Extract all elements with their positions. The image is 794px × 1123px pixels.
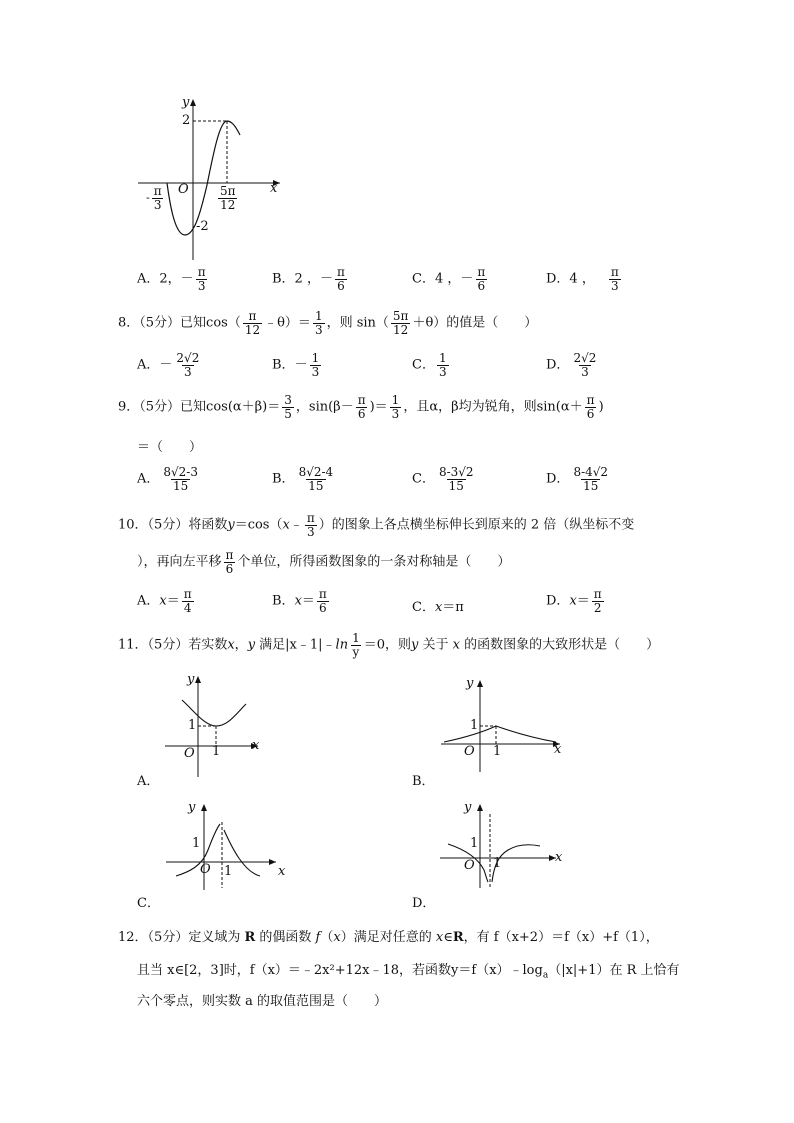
- q8-f2-num: 1: [314, 309, 323, 323]
- q7-b-sign: －: [319, 271, 333, 287]
- q9-c-num: 8-3√2: [438, 465, 474, 479]
- q11-sep: ，: [234, 637, 248, 653]
- q10-mid0: ＝cos（: [234, 517, 283, 533]
- q11-d-y-label: y: [464, 800, 472, 815]
- q9-b-num: 8√2-4: [298, 465, 334, 479]
- q7-a-label: A．2，: [137, 271, 181, 287]
- q11-a-one-y: 1: [188, 718, 197, 733]
- q10-option-b[interactable]: [272, 588, 331, 614]
- q11-option-b[interactable]: B．: [412, 774, 435, 789]
- q11-b-origin: O: [464, 744, 475, 759]
- q11-b-y-label: y: [466, 676, 474, 691]
- q11-c-x-label: x: [278, 864, 286, 879]
- q7-xleft-den: 3: [153, 197, 162, 212]
- q7-graph-svg: [132, 95, 292, 265]
- q9-option-a[interactable]: [137, 466, 202, 492]
- q7-a-num: π: [197, 265, 206, 279]
- q12-l1-R: R: [244, 930, 256, 945]
- q12-l1-e: ∈: [443, 930, 453, 945]
- q8-a-label: A．: [137, 357, 160, 373]
- q8-b-den: 3: [311, 364, 320, 379]
- q12-l1-b: 的偶函数: [255, 930, 316, 945]
- q11-graph-d[interactable]: [438, 800, 568, 890]
- q7-graph: [132, 95, 292, 265]
- q8-f1-num: π: [248, 309, 257, 323]
- q10-prefix: 10．（5分）将函数: [118, 517, 228, 533]
- q7-option-d[interactable]: [546, 266, 623, 292]
- q11-prefix: 11．（5分）若实数: [118, 637, 228, 653]
- q7-c-sign: －: [460, 271, 474, 287]
- q7-ymax-label: 2: [182, 113, 191, 128]
- q11-var-x: x: [227, 637, 235, 653]
- q9-b-label: B．: [272, 471, 295, 487]
- q11-d-origin: O: [464, 858, 475, 873]
- q11-option-a[interactable]: A．: [137, 774, 160, 789]
- q11-b-one-y: 1: [470, 718, 479, 733]
- q12-l2-end: （|x|+1）在 R 上恰有: [548, 963, 680, 978]
- q10-f2-num: π: [225, 548, 234, 562]
- q10-d-num: π: [593, 587, 602, 601]
- q7-a-den: 3: [197, 278, 206, 293]
- q11-suffix-c: 的函数图象的大致形状是（ ）: [459, 637, 660, 653]
- q10-var-x: x: [282, 517, 290, 533]
- q10-b-var: x: [294, 593, 302, 609]
- q11-graph-b[interactable]: [438, 676, 568, 776]
- q10-a-label: A．: [137, 593, 160, 609]
- q10-f1-num: π: [306, 511, 315, 525]
- q8-option-b[interactable]: [272, 352, 323, 378]
- q11-ln: ln: [335, 637, 349, 653]
- q9-end: ): [598, 399, 604, 415]
- q12-l2: 且当 x∈[2，3]时，f（x）＝﹣2x²+12x﹣18，若函数y＝f（x）﹣log: [137, 963, 543, 978]
- q9-f1-num: 3: [284, 393, 292, 407]
- q11-d-one-x: 1: [493, 856, 502, 871]
- q10-d-eq: ＝: [576, 593, 590, 609]
- q7-xleft-num: π: [153, 184, 162, 198]
- q10-f1-den: 3: [306, 524, 315, 539]
- q12-l1-d: ）满足对任意的: [340, 930, 436, 945]
- q7-x-axis-label: x: [270, 181, 278, 196]
- q10-b-label: B．: [272, 593, 295, 609]
- q11-c-one-y: 1: [192, 836, 201, 851]
- q7-option-a[interactable]: [137, 266, 210, 292]
- q10-a-den: 4: [183, 600, 192, 615]
- q7-d-num: π: [610, 265, 619, 279]
- q9-f2-den: 6: [357, 406, 366, 421]
- q8-c-num: 1: [438, 351, 447, 365]
- q11-suffix-b: 关于: [418, 637, 453, 653]
- q9-f4-den: 6: [586, 406, 595, 421]
- q11-graph-d-svg: [438, 800, 568, 890]
- q9-b-den: 15: [308, 478, 324, 493]
- q8-a-sign: －: [159, 357, 173, 373]
- q9-d-label: D．: [546, 471, 570, 487]
- q10-mid1: ﹣: [289, 517, 303, 533]
- q12-line3: 六个零点，则实数 a 的取值范围是（ ）: [137, 994, 388, 1009]
- q10-option-c[interactable]: [412, 596, 464, 615]
- q8-b-num: 1: [311, 351, 320, 365]
- q7-xright-label: [216, 185, 240, 211]
- q9-option-b[interactable]: [272, 466, 337, 492]
- q11-suffix-x: x: [452, 637, 460, 653]
- q9-option-c[interactable]: [412, 466, 478, 492]
- q9-f2-num: π: [357, 393, 366, 407]
- q11-b-one-x: 1: [493, 744, 502, 759]
- q9-c-den: 15: [448, 478, 464, 493]
- q8-b-label: B．: [272, 357, 295, 373]
- q12-l1-x: x: [333, 930, 341, 945]
- q8-d-den: 3: [581, 364, 589, 379]
- q12-line1: [118, 926, 659, 945]
- q11-option-d[interactable]: D．: [412, 896, 436, 911]
- q11-suffix-a: ＝0，则: [363, 637, 411, 653]
- q7-a-sign: －: [180, 271, 194, 287]
- q8-c-den: 3: [438, 364, 447, 379]
- q9-f3-den: 3: [391, 406, 400, 421]
- q12-l1-a: 12．（5分）定义域为: [118, 930, 245, 945]
- q9-f1-den: 5: [284, 406, 292, 421]
- q8-b-sign: －: [294, 357, 308, 373]
- q8-suffix: ＋θ）的值是（ ）: [412, 315, 538, 331]
- q7-b-den: 6: [337, 278, 345, 293]
- q10-a-eq: ＝: [166, 593, 180, 609]
- q8-option-d[interactable]: [546, 352, 600, 378]
- q10-c-eq: ＝π: [442, 600, 464, 615]
- q8-mid2: ，则 sin（: [326, 315, 389, 331]
- q11-graph-b-svg: [438, 676, 568, 776]
- q10-d-den: 2: [593, 600, 602, 615]
- q8-f1-den: 12: [244, 322, 261, 337]
- q10-line2-suffix: 个单位，所得函数图象的一条对称轴是（ ）: [237, 554, 511, 570]
- q10-a-var: x: [159, 593, 167, 609]
- q7-xleft-sign: -: [146, 191, 150, 205]
- q10-d-var: x: [569, 593, 577, 609]
- q10-stem-line2: [137, 549, 510, 575]
- q9-mid3: ，且α，β均为锐角，则sin(α＋: [403, 399, 583, 415]
- q11-graph-c[interactable]: [164, 800, 294, 890]
- q7-xright-num: 5π: [220, 184, 236, 198]
- q11-d-x-label: x: [555, 850, 563, 865]
- q7-d-label: D．4 ，: [546, 271, 595, 287]
- q10-d-label: D．: [546, 593, 570, 609]
- q9-d-den: 15: [583, 478, 599, 493]
- q7-c-label: C．4 ，: [412, 271, 461, 287]
- q7-c-den: 6: [477, 278, 486, 293]
- q8-mid1: ﹣θ）＝: [264, 315, 311, 331]
- q9-f3-num: 1: [391, 393, 400, 407]
- q9-a-num: 8√2-3: [163, 465, 198, 479]
- q8-d-num: 2√2: [573, 351, 597, 365]
- q11-a-one-x: 1: [212, 744, 221, 759]
- q8-f2-den: 3: [314, 322, 323, 337]
- q11-mid: 满足|x﹣1|﹣: [255, 637, 336, 653]
- q11-a-origin: O: [184, 746, 195, 761]
- q11-graph-a-svg: [160, 672, 270, 782]
- q12-line2: [137, 959, 680, 981]
- q7-y-axis-label: y: [182, 95, 190, 110]
- q10-option-a[interactable]: [137, 588, 196, 614]
- q9-stem: [118, 394, 604, 420]
- q8-a-den: 3: [184, 364, 192, 379]
- q10-b-eq: ＝: [301, 593, 315, 609]
- q9-mid1: ，sin(β－: [295, 399, 354, 415]
- q10-option-d[interactable]: [546, 588, 606, 614]
- q7-xright-den: 12: [220, 197, 236, 212]
- q12-l1-g: ，有: [463, 930, 494, 945]
- q12-l1-x2: x: [435, 930, 444, 945]
- q11-a-x-label: x: [252, 738, 260, 753]
- q9-a-den: 15: [173, 478, 189, 493]
- q11-f-num: 1: [352, 631, 360, 645]
- q12-l1-f: f: [315, 930, 321, 945]
- q7-option-b[interactable]: [272, 266, 349, 292]
- q8-option-a[interactable]: [137, 352, 203, 378]
- q11-c-one-x: 1: [224, 864, 233, 879]
- q12-l1-c: （: [320, 930, 334, 945]
- q11-f-den: y: [352, 644, 360, 659]
- q11-c-y-label: y: [188, 800, 196, 815]
- q7-b-num: π: [336, 265, 345, 279]
- q8-f3-den: 12: [393, 322, 409, 337]
- q10-line2-prefix: ），再向左平移: [137, 554, 222, 570]
- q11-stem: [118, 632, 659, 658]
- q9-prefix: 9．（5分）已知cos(α＋β)＝: [118, 399, 281, 415]
- q9-d-num: 8-4√2: [573, 465, 609, 479]
- q8-a-num: 2√2: [176, 351, 200, 365]
- q8-prefix: 8．（5分）已知cos（: [118, 315, 241, 331]
- q10-f2-den: 6: [225, 561, 234, 576]
- q11-graph-a[interactable]: [160, 672, 270, 782]
- q7-ymin-label: -2: [196, 219, 209, 234]
- q11-d-one-y: 1: [470, 836, 479, 851]
- q10-stem-line1: [118, 512, 634, 538]
- q11-suffix-y: y: [411, 637, 419, 653]
- q8-c-label: C．: [412, 357, 435, 373]
- q7-option-c[interactable]: [412, 266, 489, 292]
- q11-c-origin: O: [200, 862, 211, 877]
- q8-stem: [118, 310, 537, 336]
- q7-b-label: B．2 ，: [272, 271, 320, 287]
- q11-option-c[interactable]: C．: [137, 896, 160, 911]
- q10-var-y: y: [227, 517, 235, 533]
- q9-c-label: C．: [412, 471, 435, 487]
- q12-l1-h: f（x+2）＝f（x）+f（1），: [493, 930, 659, 945]
- q10-b-num: π: [318, 587, 327, 601]
- q9-a-label: A．: [137, 471, 160, 487]
- q12-l2-sub: a: [542, 970, 549, 981]
- q12-l1-R2: R: [452, 930, 464, 945]
- q10-c-var: x: [434, 600, 443, 615]
- q10-a-num: π: [183, 587, 192, 601]
- q8-f3-num: 5π: [392, 309, 409, 323]
- q7-d-den: 3: [610, 278, 619, 293]
- q8-option-c[interactable]: [412, 352, 451, 378]
- q11-var-y: y: [247, 637, 256, 653]
- q11-a-y-label: y: [187, 672, 195, 687]
- q10-b-den: 6: [319, 600, 327, 615]
- q9-mid2: )＝: [369, 399, 388, 415]
- q9-line2: ＝（ ）: [137, 440, 203, 455]
- q9-f4-num: π: [586, 393, 595, 407]
- q9-option-d[interactable]: [546, 466, 612, 492]
- q10-c-label: C．: [412, 600, 435, 615]
- q7-origin-label: O: [178, 182, 189, 197]
- q8-d-label: D．: [546, 357, 570, 373]
- q7-xleft-label: [146, 185, 166, 211]
- q7-c-num: π: [477, 265, 486, 279]
- q10-mid2: ）的图象上各点横坐标伸长到原来的 2 倍（纵坐标不变: [318, 517, 635, 533]
- q11-b-x-label: x: [554, 742, 562, 757]
